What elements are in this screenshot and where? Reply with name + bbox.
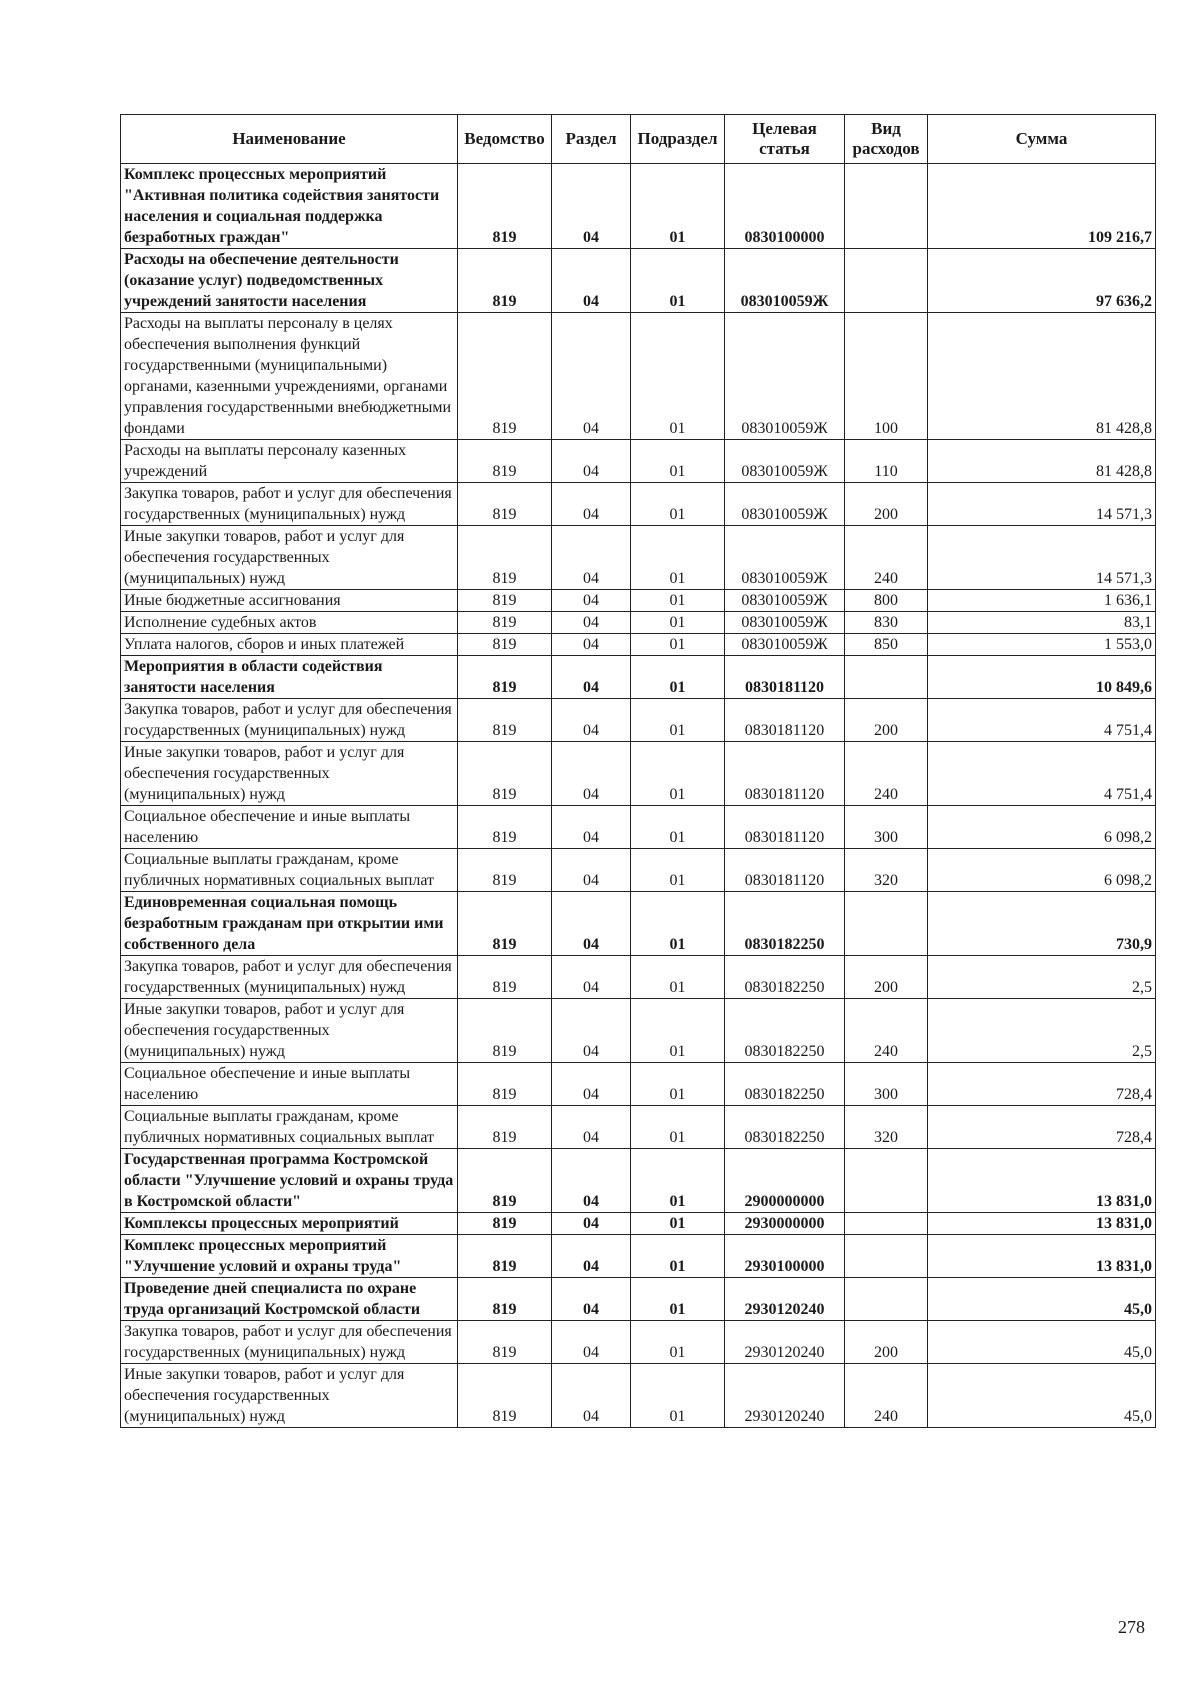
cell-target-article: 083010059Ж: [725, 483, 845, 526]
cell-sum: 4 751,4: [928, 742, 1156, 806]
cell-sum: 728,4: [928, 1063, 1156, 1106]
cell-target-article: 083010059Ж: [725, 526, 845, 590]
table-row: [121, 1235, 1156, 1278]
budget-table: [120, 114, 1156, 1428]
cell-sum: 2,5: [928, 956, 1156, 999]
table-row: [121, 526, 1156, 590]
cell-sum: 728,4: [928, 1106, 1156, 1149]
cell-section: 04: [552, 526, 631, 590]
table-row: [121, 999, 1156, 1063]
cell-section: 04: [552, 806, 631, 849]
cell-target-article: 0830182250: [725, 999, 845, 1063]
cell-target-article: 0830182250: [725, 892, 845, 956]
header-subsection: Подраздел: [631, 115, 725, 164]
cell-expense-type: [845, 1149, 928, 1213]
table-row: [121, 1149, 1156, 1213]
table-row: [121, 1321, 1156, 1364]
cell-subsection: 01: [631, 956, 725, 999]
cell-name: Иные закупки товаров, работ и услуг для обеспечения государственных (муниципальных) нужд: [121, 1364, 458, 1428]
cell-target-article: 0830181120: [725, 806, 845, 849]
cell-section: 04: [552, 1278, 631, 1321]
cell-name: Комплекс процессных мероприятий "Улучшение условий и охраны труда": [121, 1235, 458, 1278]
cell-subsection: 01: [631, 1278, 725, 1321]
cell-name: Уплата налогов, сборов и иных платежей: [121, 634, 458, 656]
cell-sum: 13 831,0: [928, 1213, 1156, 1235]
cell-subsection: 01: [631, 806, 725, 849]
cell-target-article: 2930100000: [725, 1235, 845, 1278]
cell-section: 04: [552, 249, 631, 313]
cell-department: 819: [458, 849, 552, 892]
cell-subsection: 01: [631, 1063, 725, 1106]
cell-sum: 83,1: [928, 612, 1156, 634]
cell-section: 04: [552, 1235, 631, 1278]
cell-department: 819: [458, 956, 552, 999]
cell-expense-type: 800: [845, 590, 928, 612]
cell-department: 819: [458, 440, 552, 483]
cell-expense-type: 830: [845, 612, 928, 634]
cell-section: 04: [552, 1063, 631, 1106]
cell-target-article: 083010059Ж: [725, 440, 845, 483]
cell-expense-type: 320: [845, 849, 928, 892]
cell-target-article: 083010059Ж: [725, 634, 845, 656]
table-row: [121, 699, 1156, 742]
cell-name: Мероприятия в области содействия занятости населения: [121, 656, 458, 699]
table-row: [121, 742, 1156, 806]
cell-department: 819: [458, 1063, 552, 1106]
cell-name: Социальные выплаты гражданам, кроме публичных нормативных социальных выплат: [121, 849, 458, 892]
cell-section: 04: [552, 656, 631, 699]
header-name: Наименование: [121, 115, 458, 164]
cell-target-article: 0830182250: [725, 1063, 845, 1106]
table-row: [121, 1364, 1156, 1428]
cell-subsection: 01: [631, 742, 725, 806]
cell-subsection: 01: [631, 1149, 725, 1213]
cell-target-article: 0830182250: [725, 1106, 845, 1149]
cell-sum: 1 553,0: [928, 634, 1156, 656]
cell-subsection: 01: [631, 164, 725, 249]
cell-department: 819: [458, 1213, 552, 1235]
cell-sum: 14 571,3: [928, 483, 1156, 526]
cell-name: Закупка товаров, работ и услуг для обеспечения государственных (муниципальных) нужд: [121, 1321, 458, 1364]
cell-sum: 730,9: [928, 892, 1156, 956]
cell-sum: 14 571,3: [928, 526, 1156, 590]
cell-department: 819: [458, 1278, 552, 1321]
cell-subsection: 01: [631, 1106, 725, 1149]
cell-target-article: 0830100000: [725, 164, 845, 249]
cell-sum: 2,5: [928, 999, 1156, 1063]
cell-department: 819: [458, 612, 552, 634]
cell-department: 819: [458, 1106, 552, 1149]
cell-expense-type: [845, 164, 928, 249]
cell-sum: 6 098,2: [928, 849, 1156, 892]
cell-department: 819: [458, 1364, 552, 1428]
cell-department: 819: [458, 892, 552, 956]
cell-section: 04: [552, 892, 631, 956]
header-department: Ведомство: [458, 115, 552, 164]
cell-sum: 1 636,1: [928, 590, 1156, 612]
cell-target-article: 0830181120: [725, 742, 845, 806]
cell-sum: 13 831,0: [928, 1149, 1156, 1213]
cell-target-article: 0830181120: [725, 849, 845, 892]
cell-section: 04: [552, 1149, 631, 1213]
cell-department: 819: [458, 483, 552, 526]
cell-section: 04: [552, 849, 631, 892]
cell-expense-type: 200: [845, 483, 928, 526]
cell-expense-type: 110: [845, 440, 928, 483]
cell-expense-type: 240: [845, 742, 928, 806]
cell-target-article: 0830181120: [725, 699, 845, 742]
cell-subsection: 01: [631, 892, 725, 956]
cell-name: Комплекс процессных мероприятий "Активная политика содействия занятости населения и социальная поддержка безработных граждан": [121, 164, 458, 249]
cell-department: 819: [458, 249, 552, 313]
header-sum: Сумма: [928, 115, 1156, 164]
cell-sum: 45,0: [928, 1321, 1156, 1364]
cell-name: Иные закупки товаров, работ и услуг для обеспечения государственных (муниципальных) нужд: [121, 526, 458, 590]
cell-sum: 13 831,0: [928, 1235, 1156, 1278]
cell-subsection: 01: [631, 483, 725, 526]
cell-name: Расходы на обеспечение деятельности (оказание услуг) подведомственных учреждений занятости населения: [121, 249, 458, 313]
header-expense-type: Вид расходов: [845, 115, 928, 164]
cell-section: 04: [552, 1321, 631, 1364]
cell-expense-type: 100: [845, 313, 928, 440]
cell-sum: 4 751,4: [928, 699, 1156, 742]
table-row: [121, 956, 1156, 999]
cell-subsection: 01: [631, 1364, 725, 1428]
cell-sum: 81 428,8: [928, 440, 1156, 483]
table-row: [121, 590, 1156, 612]
cell-sum: 45,0: [928, 1364, 1156, 1428]
cell-section: 04: [552, 313, 631, 440]
cell-subsection: 01: [631, 526, 725, 590]
cell-section: 04: [552, 956, 631, 999]
cell-subsection: 01: [631, 313, 725, 440]
cell-section: 04: [552, 1106, 631, 1149]
cell-department: 819: [458, 1235, 552, 1278]
cell-name: Социальное обеспечение и иные выплаты населению: [121, 806, 458, 849]
table-row: [121, 249, 1156, 313]
cell-section: 04: [552, 699, 631, 742]
table-row: [121, 612, 1156, 634]
cell-target-article: 0830181120: [725, 656, 845, 699]
cell-subsection: 01: [631, 612, 725, 634]
cell-department: 819: [458, 806, 552, 849]
cell-expense-type: [845, 892, 928, 956]
cell-department: 819: [458, 1321, 552, 1364]
cell-target-article: 083010059Ж: [725, 612, 845, 634]
table-header-row: [121, 115, 1156, 164]
cell-name: Закупка товаров, работ и услуг для обеспечения государственных (муниципальных) нужд: [121, 956, 458, 999]
cell-subsection: 01: [631, 999, 725, 1063]
table-row: [121, 1063, 1156, 1106]
header-target-article: Целевая статья: [725, 115, 845, 164]
table-row: [121, 656, 1156, 699]
cell-name: Единовременная социальная помощь безработным гражданам при открытии ими собственного дела: [121, 892, 458, 956]
cell-expense-type: 320: [845, 1106, 928, 1149]
cell-department: 819: [458, 590, 552, 612]
table-body: [121, 164, 1156, 1428]
cell-target-article: 2930000000: [725, 1213, 845, 1235]
cell-section: 04: [552, 634, 631, 656]
cell-subsection: 01: [631, 1213, 725, 1235]
cell-subsection: 01: [631, 849, 725, 892]
cell-expense-type: 240: [845, 1364, 928, 1428]
cell-subsection: 01: [631, 249, 725, 313]
cell-subsection: 01: [631, 1321, 725, 1364]
cell-expense-type: 300: [845, 1063, 928, 1106]
cell-target-article: 2930120240: [725, 1278, 845, 1321]
cell-section: 04: [552, 440, 631, 483]
cell-sum: 10 849,6: [928, 656, 1156, 699]
cell-subsection: 01: [631, 440, 725, 483]
cell-department: 819: [458, 742, 552, 806]
cell-name: Комплексы процессных мероприятий: [121, 1213, 458, 1235]
cell-department: 819: [458, 164, 552, 249]
cell-subsection: 01: [631, 656, 725, 699]
cell-target-article: 083010059Ж: [725, 249, 845, 313]
table-row: [121, 440, 1156, 483]
cell-department: 819: [458, 1149, 552, 1213]
table-row: [121, 892, 1156, 956]
cell-name: Социальное обеспечение и иные выплаты населению: [121, 1063, 458, 1106]
cell-name: Проведение дней специалиста по охране труда организаций Костромской области: [121, 1278, 458, 1321]
cell-expense-type: 850: [845, 634, 928, 656]
cell-subsection: 01: [631, 590, 725, 612]
cell-section: 04: [552, 1364, 631, 1428]
cell-target-article: 2930120240: [725, 1321, 845, 1364]
page-number: 278: [1118, 1617, 1145, 1637]
table-row: [121, 849, 1156, 892]
table-row: [121, 164, 1156, 249]
cell-section: 04: [552, 742, 631, 806]
cell-expense-type: 240: [845, 526, 928, 590]
cell-department: 819: [458, 313, 552, 440]
cell-expense-type: 200: [845, 956, 928, 999]
table-row: [121, 1213, 1156, 1235]
cell-name: Закупка товаров, работ и услуг для обеспечения государственных (муниципальных) нужд: [121, 699, 458, 742]
cell-sum: 109 216,7: [928, 164, 1156, 249]
cell-subsection: 01: [631, 634, 725, 656]
cell-department: 819: [458, 999, 552, 1063]
cell-expense-type: [845, 1235, 928, 1278]
cell-name: Государственная программа Костромской области "Улучшение условий и охраны труда в Костромской области": [121, 1149, 458, 1213]
cell-target-article: 083010059Ж: [725, 590, 845, 612]
table-row: [121, 483, 1156, 526]
cell-sum: 81 428,8: [928, 313, 1156, 440]
cell-expense-type: 300: [845, 806, 928, 849]
cell-target-article: 0830182250: [725, 956, 845, 999]
cell-name: Иные закупки товаров, работ и услуг для обеспечения государственных (муниципальных) нужд: [121, 742, 458, 806]
cell-expense-type: [845, 1213, 928, 1235]
table-row: [121, 1106, 1156, 1149]
table-row: [121, 1278, 1156, 1321]
cell-expense-type: 200: [845, 699, 928, 742]
header-section: Раздел: [552, 115, 631, 164]
cell-target-article: 2900000000: [725, 1149, 845, 1213]
cell-expense-type: [845, 1278, 928, 1321]
cell-expense-type: [845, 249, 928, 313]
table-row: [121, 634, 1156, 656]
cell-section: 04: [552, 164, 631, 249]
cell-name: Иные бюджетные ассигнования: [121, 590, 458, 612]
cell-target-article: 083010059Ж: [725, 313, 845, 440]
cell-department: 819: [458, 656, 552, 699]
cell-name: Социальные выплаты гражданам, кроме публичных нормативных социальных выплат: [121, 1106, 458, 1149]
cell-target-article: 2930120240: [725, 1364, 845, 1428]
cell-section: 04: [552, 612, 631, 634]
cell-section: 04: [552, 999, 631, 1063]
cell-expense-type: 200: [845, 1321, 928, 1364]
cell-name: Иные закупки товаров, работ и услуг для обеспечения государственных (муниципальных) нужд: [121, 999, 458, 1063]
cell-department: 819: [458, 526, 552, 590]
cell-sum: 6 098,2: [928, 806, 1156, 849]
cell-sum: 97 636,2: [928, 249, 1156, 313]
cell-name: Закупка товаров, работ и услуг для обеспечения государственных (муниципальных) нужд: [121, 483, 458, 526]
cell-name: Расходы на выплаты персоналу в целях обеспечения выполнения функций государственными (муниципальными) органами, казенными учреждениями, органами управления государственными внебюджетными фондами: [121, 313, 458, 440]
cell-name: Расходы на выплаты персоналу казенных учреждений: [121, 440, 458, 483]
cell-section: 04: [552, 590, 631, 612]
cell-department: 819: [458, 699, 552, 742]
cell-name: Исполнение судебных актов: [121, 612, 458, 634]
cell-subsection: 01: [631, 1235, 725, 1278]
table-row: [121, 806, 1156, 849]
table-row: [121, 313, 1156, 440]
cell-expense-type: [845, 656, 928, 699]
cell-section: 04: [552, 483, 631, 526]
cell-section: 04: [552, 1213, 631, 1235]
cell-sum: 45,0: [928, 1278, 1156, 1321]
cell-expense-type: 240: [845, 999, 928, 1063]
cell-subsection: 01: [631, 699, 725, 742]
cell-department: 819: [458, 634, 552, 656]
